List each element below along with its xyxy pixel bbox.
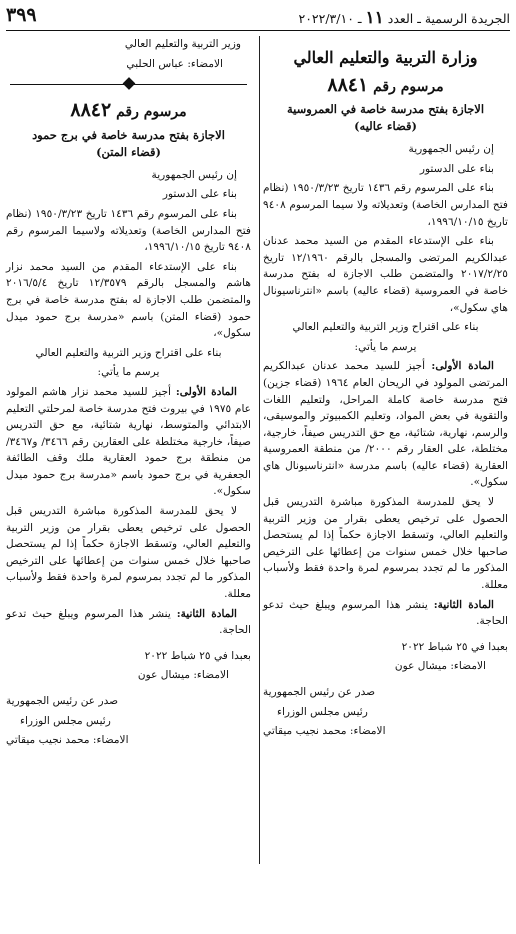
- page-header: [6, 6, 510, 28]
- header-title: [298, 8, 510, 28]
- article-2-label: المادة الثانية:: [176, 607, 238, 620]
- issued-place-date: بعبدا في ٢٥ شباط ٢٠٢٢: [144, 649, 251, 662]
- issued-by: صدر عن رئيس الجمهورية: [263, 686, 376, 698]
- article-2-text: ينشر هذا المرسوم ويبلغ حيث تدعو الحاجة.: [263, 598, 508, 628]
- top-minister-title: وزير التربية والتعليم العالي: [124, 38, 241, 50]
- issued-by: صدر عن رئيس الجمهورية: [6, 695, 119, 707]
- article-1: [263, 358, 508, 491]
- diamond-ornament: [122, 77, 135, 90]
- signature-pm: الامضاء: محمد نجيب ميقاتي: [6, 734, 129, 747]
- header-rule: [6, 30, 510, 31]
- top-minister-signature: الامضاء: عباس الحلبي: [126, 57, 223, 70]
- article-1-label: المادة الأولى:: [431, 360, 494, 373]
- decree-number: ٨٨٤١: [327, 73, 369, 96]
- section-separator: [10, 78, 247, 90]
- preamble-decree-basis: بناء على المرسوم رقم ١٤٣٦ تاريخ ١٩٥٠/٣/٢٣ (نظام فتح المدارس الخاصة) وتعديلاته ولا سيما المرسوم ٩٤٠٨ تاريخ ١٩٩٦/١٠/١٥،: [263, 182, 508, 228]
- signature-president: الامضاء: ميشال عون: [394, 660, 486, 673]
- decree-subject: [263, 101, 508, 135]
- article-2-label: المادة الثانية:: [433, 598, 495, 611]
- subject-line-1: الاجازة بفتح مدرسة خاصة في برج حمود: [32, 127, 225, 142]
- ministry-title: وزارة التربية والتعليم العالي: [293, 48, 478, 67]
- article-1: [6, 384, 251, 500]
- preamble-constitution: بناء على الدستور: [419, 162, 494, 175]
- pm-title: رئيس مجلس الوزراء: [20, 714, 111, 727]
- preamble-request: بناء على الإستدعاء المقدم من السيد محمد نزار هاشم والمسجل بالرقم ١٢/٣٥٧٩ تاريخ ٢٠١٦/٥/٤ والمتضمن طلب الاجازة له بفتح مدرسة خاصة في برج حمود (قضاء المتن) باسم «مدرسة برج حمود ميدل سكول»،: [6, 260, 251, 340]
- article-1-text: أجيز للسيد محمد عدنان عبدالكريم المرتضى المولود في الريحان العام ١٩٦٤ (قضاء جزين) فتح مدرسة خاصة كاملة المراحل، ولتعليم اللغات والتقوية في بعض المواد، وتعليم الكمبيوتر والموسيقى، والرسم، نهارية، شتائية، مع حق التدريس صيفاً، خارجية، مختلطة، على العقار رقم ٢٠٠٠/ من منطقة العمروسية العقارية (قضاء عاليه) باسم مدرسة «انترناسيونال هاي سكول».: [263, 360, 508, 489]
- pm-title: رئيس مجلس الوزراء: [277, 705, 368, 718]
- article-1-text: أجيز للسيد محمد نزار هاشم المولود عام ١٩٧٥ في بيروت فتح مدرسة خاصة لمرحلتي التعليم الابتدائي والمتوسط، نهارية شتائية، مع حق التدريس صيفاً، خارجية مختلطة على العقارين رقم ٣٤٦٦/ و٣٤٦٧/ من منطقة برج حمود العقارية ملك وقف الطائفة الجعفرية في برج حمود باسم «مدرسة برج حمود ميدل سكول».: [6, 385, 251, 498]
- preamble-proposal: بناء على اقتراح وزير التربية والتعليم العالي: [292, 321, 479, 334]
- issued-place-date: بعبدا في ٢٥ شباط ٢٠٢٢: [401, 640, 508, 653]
- subject-line-2: (قضاء المتن): [96, 144, 161, 159]
- decrees-line: يرسم ما يأتي:: [354, 340, 417, 353]
- subject-line-2: (قضاء عاليه): [354, 119, 417, 134]
- decree-label: مرسوم رقم: [373, 78, 444, 95]
- preamble-constitution: بناء على الدستور: [162, 188, 237, 201]
- decree-label: مرسوم رقم: [116, 104, 187, 121]
- left-column: [6, 36, 251, 752]
- decree-heading: [263, 73, 508, 96]
- subject-line-1: الاجازة بفتح مدرسة خاصة في العمروسية: [286, 102, 485, 117]
- article-2: [263, 597, 508, 630]
- article-1-label: المادة الأولى:: [175, 385, 237, 398]
- decree-subject: [6, 127, 251, 161]
- right-column: [263, 36, 508, 743]
- preamble-decree-basis: بناء على المرسوم رقم ١٤٣٦ تاريخ ١٩٥٠/٣/٢٣ (نظام فتح المدارس الخاصة) وتعديلاته ولاسيما المرسوم رقم ٩٤٠٨ تاريخ ١٩٩٦/١٠/١٥،: [6, 207, 251, 254]
- preamble-proposal: بناء على اقتراح وزير التربية والتعليم العالي: [35, 346, 222, 359]
- article-2: [6, 606, 251, 639]
- license-clause: لا يحق للمدرسة المذكورة مباشرة التدريس قبل الحصول على ترخيص يعطى بقرار من وزير التربية والتعليم العالي، وتسقط الاجازة حكماً إذا لم يستحصل صاحبها خلال خمس سنوات من إعطائها على الترخيص المذكور ما لم تجدد بمرسوم لمرة واحدة فقط ولأسباب معللة.: [6, 505, 251, 601]
- license-clause: لا يحق للمدرسة المذكورة مباشرة التدريس قبل الحصول على ترخيص يعطى بقرار من وزير التربية والتعليم العالي، وتسقط الاجازة حكماً إذا لم يستحصل صاحبها خلال خمس سنوات من إعطائها على الترخيص المذكور ما لم تجدد بمرسوم لمرة واحدة فقط ولأسباب معللة.: [263, 496, 508, 592]
- decree-number: ٨٨٤٢: [70, 99, 112, 122]
- page-number: ٣٩٩: [6, 4, 37, 26]
- preamble-request: بناء على الإستدعاء المقدم من السيد محمد عدنان عبدالكريم المرتضى والمسجل بالرقم ١٢/١٩٦٠ تاريخ ٢٠١٧/٢/٢٥ والمتضمن طلب الاجازة له بفتح مدرسة خاصة في العمروسية (قضاء عاليه) باسم «انترناسيونال هاي سكول»،: [263, 235, 508, 314]
- preamble-president: إن رئيس الجمهورية: [408, 143, 494, 156]
- issue-date: ـ ٢٠٢٢/٣/١٠: [298, 11, 362, 26]
- preamble-president: إن رئيس الجمهورية: [151, 168, 237, 181]
- signature-president: الامضاء: ميشال عون: [137, 669, 229, 682]
- decrees-line: يرسم ما يأتي:: [97, 366, 160, 379]
- gazette-name: الجريدة الرسمية ـ العدد: [387, 11, 510, 26]
- signature-pm: الامضاء: محمد نجيب ميقاتي: [263, 725, 386, 738]
- column-divider: [259, 36, 260, 864]
- issue-number: ١١: [365, 8, 384, 28]
- article-2-text: ينشر هذا المرسوم ويبلغ حيث تدعو الحاجة.: [6, 607, 251, 637]
- decree-heading: [6, 99, 251, 122]
